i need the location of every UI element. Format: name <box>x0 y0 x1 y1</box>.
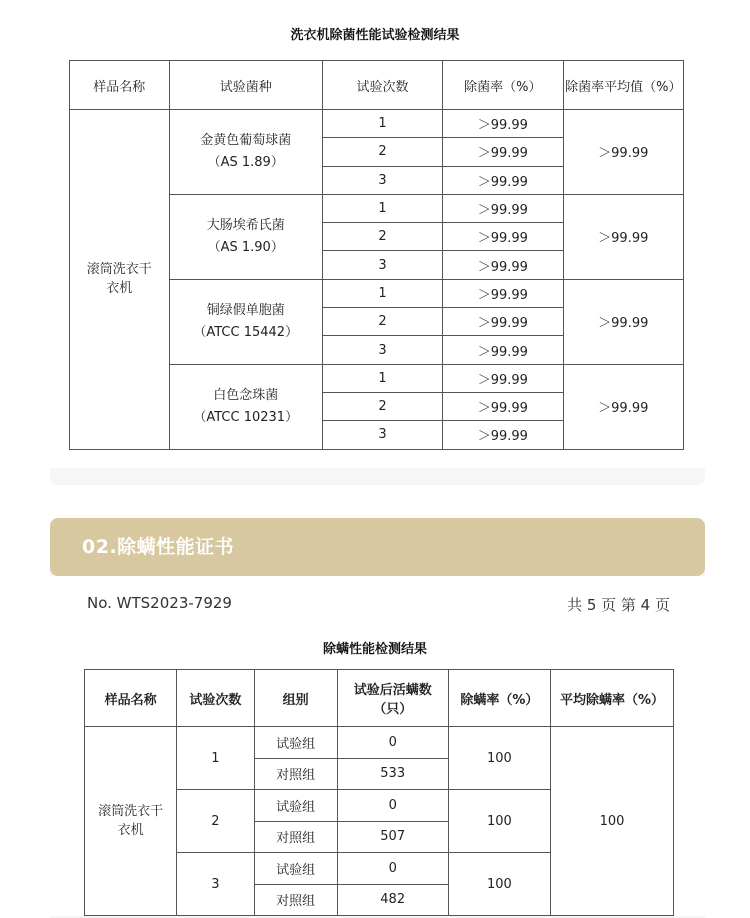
trial-number: 2 <box>177 790 254 853</box>
strain-cell <box>169 194 322 279</box>
strain-name: 铜绿假单胞菌 <box>206 302 285 318</box>
kill-rate: ＞99.99 <box>443 336 563 364</box>
kill-rate: ＞99.99 <box>443 421 563 449</box>
group-label: 对照组 <box>254 758 337 790</box>
header-strain: 试验菌种 <box>169 61 322 110</box>
header-trial: 试验次数 <box>177 670 254 727</box>
trial-number: 1 <box>177 727 254 790</box>
sterilization-table <box>69 60 684 450</box>
group-label: 对照组 <box>254 884 337 916</box>
sample-name: 滚筒洗衣干衣机 <box>85 727 177 916</box>
trial-number: 1 <box>322 194 442 222</box>
trial-number: 2 <box>322 392 442 420</box>
group-label: 对照组 <box>254 821 337 853</box>
kill-rate: ＞99.99 <box>443 392 563 420</box>
mite-table <box>84 669 674 916</box>
header-group: 组别 <box>254 670 337 727</box>
strain-code: （ATCC 10231） <box>193 409 299 425</box>
trial-number: 1 <box>322 110 442 138</box>
average-rate: ＞99.99 <box>563 364 683 449</box>
doc-number: No. WTS2023-7929 <box>87 594 232 612</box>
mite-removal-rate: 100 <box>448 853 550 916</box>
report1-title: 洗衣机除菌性能试验检测结果 <box>290 28 460 43</box>
kill-rate: ＞99.99 <box>443 194 563 222</box>
strain-name: 白色念珠菌 <box>213 387 279 403</box>
kill-rate: ＞99.99 <box>443 138 563 166</box>
section-banner: 02.除螨性能证书 <box>50 518 705 576</box>
header-mite-rate: 除螨率（%） <box>448 670 550 727</box>
live-mite-count: 507 <box>337 821 448 853</box>
live-mite-count: 0 <box>337 853 448 885</box>
trial-number: 3 <box>322 421 442 449</box>
group-label: 试验组 <box>254 853 337 885</box>
average-rate: ＞99.99 <box>563 279 683 364</box>
table-row <box>85 727 674 759</box>
page-info: 共 5 页 第 4 页 <box>567 596 670 614</box>
header-sample: 样品名称 <box>85 670 177 727</box>
kill-rate: ＞99.99 <box>443 166 563 194</box>
trial-number: 2 <box>322 223 442 251</box>
strain-name: 大肠埃希氏菌 <box>206 217 285 233</box>
live-mite-count: 533 <box>337 758 448 790</box>
trial-number: 3 <box>322 166 442 194</box>
trial-number: 2 <box>322 138 442 166</box>
strain-code: （ATCC 15442） <box>193 324 299 340</box>
header-trial: 试验次数 <box>322 61 442 110</box>
strain-cell <box>169 279 322 364</box>
kill-rate: ＞99.99 <box>443 308 563 336</box>
trial-number: 3 <box>177 853 254 916</box>
strain-cell <box>169 110 322 195</box>
live-mite-count: 482 <box>337 884 448 916</box>
trial-number: 3 <box>322 336 442 364</box>
mite-removal-rate: 100 <box>448 790 550 853</box>
kill-rate: ＞99.99 <box>443 364 563 392</box>
kill-rate: ＞99.99 <box>443 223 563 251</box>
live-mite-count: 0 <box>337 790 448 822</box>
trial-number: 2 <box>322 308 442 336</box>
average-rate: ＞99.99 <box>563 194 683 279</box>
group-label: 试验组 <box>254 727 337 759</box>
header-sample: 样品名称 <box>70 61 170 110</box>
header-avg: 除菌率平均值（%） <box>563 61 683 110</box>
sample-name: 滚筒洗衣干衣机 <box>70 110 170 450</box>
average-rate: ＞99.99 <box>563 110 683 195</box>
kill-rate: ＞99.99 <box>443 279 563 307</box>
strain-cell <box>169 364 322 449</box>
strain-code: （AS 1.90） <box>207 239 284 255</box>
header-rate: 除菌率（%） <box>443 61 563 110</box>
header-avg-rate: 平均除螨率（%） <box>551 670 674 727</box>
average-removal-rate: 100 <box>551 727 674 916</box>
header-live-mites: 试验后活螨数（只） <box>337 670 448 727</box>
mite-removal-rate: 100 <box>448 727 550 790</box>
strain-name: 金黄色葡萄球菌 <box>200 132 292 148</box>
strain-code: （AS 1.89） <box>207 154 284 170</box>
group-label: 试验组 <box>254 790 337 822</box>
table-row <box>70 110 684 138</box>
trial-number: 3 <box>322 251 442 279</box>
live-mite-count: 0 <box>337 727 448 759</box>
trial-number: 1 <box>322 364 442 392</box>
trial-number: 1 <box>322 279 442 307</box>
kill-rate: ＞99.99 <box>443 110 563 138</box>
kill-rate: ＞99.99 <box>443 251 563 279</box>
report2-title: 除螨性能检测结果 <box>322 642 427 657</box>
